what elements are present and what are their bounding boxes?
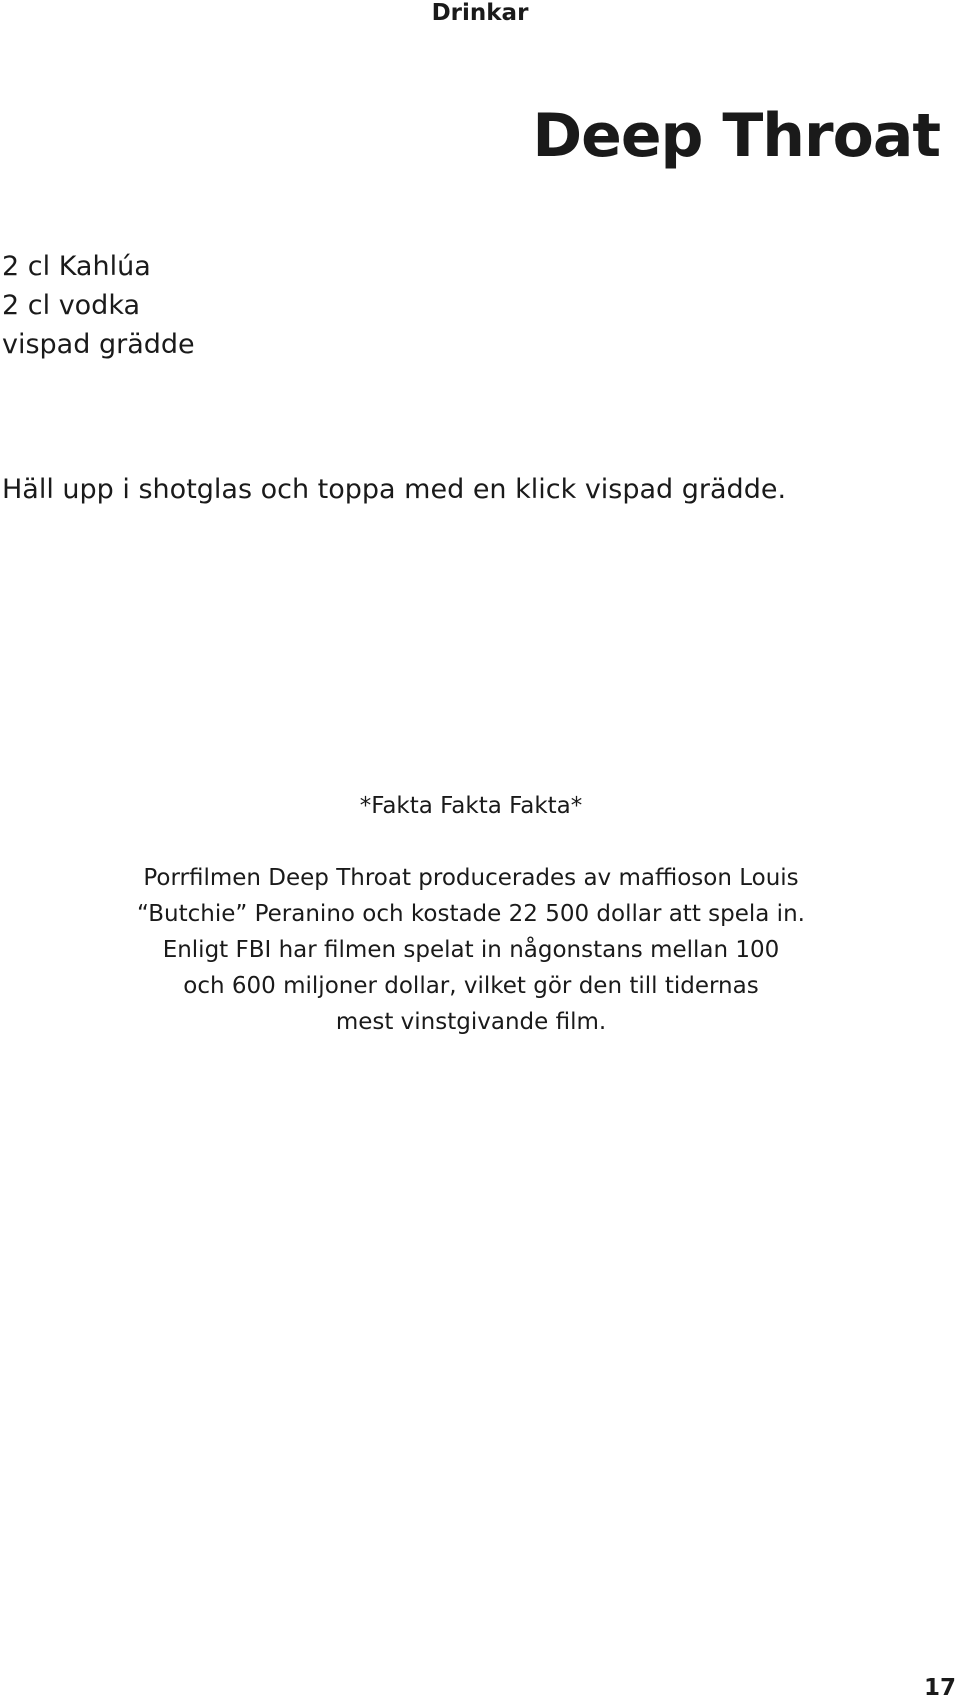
ingredient-item: vispad grädde <box>2 329 195 360</box>
ingredient-list <box>2 247 195 364</box>
fact-line: och 600 miljoner dollar, vilket gör den till tidernas <box>183 973 759 999</box>
ingredient-item: 2 cl vodka <box>2 290 141 321</box>
recipe-title: Deep Throat <box>532 101 940 171</box>
fact-heading: *Fakta Fakta Fakta* <box>359 793 583 819</box>
fact-line: mest vinstgivande film. <box>335 1009 607 1035</box>
page-number: 17 <box>923 1675 956 1701</box>
fact-paragraph <box>0 860 942 1040</box>
fact-line: Enligt FBI har filmen spelat in någonstans mellan 100 <box>162 937 780 963</box>
ingredient-item: 2 cl Kahlúa <box>2 251 151 282</box>
fact-line: Porrfilmen Deep Throat producerades av maffioson Louis <box>143 865 799 891</box>
section-header: Drinkar <box>431 0 529 26</box>
recipe-instructions: Häll upp i shotglas och toppa med en klick vispad grädde. <box>2 474 787 505</box>
fact-line: “Butchie” Peranino och kostade 22 500 dollar att spela in. <box>137 901 805 927</box>
